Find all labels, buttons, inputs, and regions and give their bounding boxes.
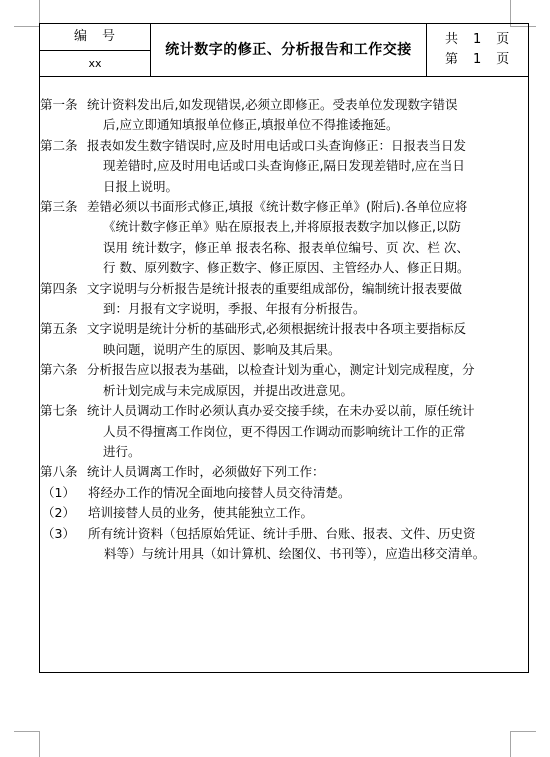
sub-item-text <box>88 524 528 565</box>
article-label: 第七条 <box>40 403 78 419</box>
article <box>40 136 528 197</box>
sub-item <box>40 524 528 565</box>
article-line: 文字说明与分析报告是统计报表的重要组成部份，编制统计报表要做 <box>87 280 463 296</box>
sub-item-text <box>88 503 528 523</box>
article <box>40 462 528 482</box>
article-line: 文字说明是统计分析的基础形式,必须根据统计报表中各项主要指标反 <box>87 321 466 337</box>
article-label: 第六条 <box>40 362 78 378</box>
sub-item <box>40 483 528 503</box>
sub-item-line: 培训接替人员的业务，使其能独立工作。 <box>88 505 314 521</box>
article-text <box>87 279 528 320</box>
article-label: 第五条 <box>40 321 78 337</box>
header-table <box>40 24 528 77</box>
article-line: 进行。 <box>103 443 141 459</box>
article-line: 统计人员调离工作时，必须做好下列工作： <box>87 464 325 480</box>
article-text <box>87 197 528 279</box>
article-line: 《统计数字修正单》贴在原报表上,并将原报表数字加以修正,以防 <box>103 219 461 235</box>
document-body <box>40 95 528 564</box>
total-pages: 共 1 页 <box>445 32 511 47</box>
article-line: 后,应立即通知填报单位修正,填报单位不得推诿拖延。 <box>103 117 399 133</box>
article-text <box>87 462 528 482</box>
article-text <box>87 319 528 360</box>
document-frame <box>39 23 529 673</box>
sub-item-line: 所有统计资料（包括原始凭证、统计手册、台账、报表、文件、历史资 <box>88 525 476 541</box>
sub-item-label: （3） <box>42 525 75 541</box>
article-line: 报表如发生数字错误时,应及时用电话或口头查询修正：日报表当日发 <box>87 137 466 153</box>
article-line: 现差错时,应及时用电话或口头查询修正,隔日发现差错时,应在当日 <box>103 158 465 174</box>
article-line: 行 数、原列数字、修正数字、修正原因、主管经办人、修正日期。 <box>103 260 470 276</box>
crop-mark <box>510 731 536 732</box>
article-line: 分析报告应以报表为基础，以检查计划为重心，测定计划完成程度，分 <box>87 362 475 378</box>
article-line: 统计资料发出后,如发现错误,必须立即修正。受表单位发现数字错误 <box>87 97 458 112</box>
article <box>40 319 528 360</box>
article-label: 第一条 <box>40 97 78 112</box>
crop-mark <box>510 731 511 757</box>
sub-item-label: （2） <box>42 505 75 521</box>
article <box>40 197 528 279</box>
sub-item-line: 料等）与统计用具（如计算机、绘图仪、书刊等），应造出移交清单。 <box>104 545 486 561</box>
article <box>40 279 528 320</box>
sub-item <box>40 503 528 523</box>
article-line: 到：月报有文字说明，季报、年报有分析报告。 <box>103 301 366 317</box>
article-line: 差错必须以书面形式修正,填报《统计数字修正单》(附后).各单位应将 <box>87 199 468 215</box>
article-label: 第四条 <box>40 280 78 296</box>
code-cell <box>40 24 151 76</box>
article-line: 析计划完成与未完成原因，并提出改进意见。 <box>103 382 354 398</box>
article-line: 人员不得擅离工作岗位，更不得因工作调动而影响统计工作的正常 <box>103 423 466 439</box>
article <box>40 401 528 462</box>
sub-item-text <box>88 483 528 503</box>
sub-item-label: （1） <box>42 484 75 500</box>
article-line: 映问题，说明产生的原因、影响及其后果。 <box>103 341 341 357</box>
sub-item-line: 将经办工作的情况全面地向接替人员交待清楚。 <box>88 484 351 500</box>
code-value: xx <box>88 57 102 70</box>
article-label: 第二条 <box>40 137 78 153</box>
crop-mark <box>14 731 40 732</box>
article-line: 误用 统计数字，修正单 报表名称、报表单位编号、页 次、栏 次、 <box>103 239 469 255</box>
article-line: 日报上说明。 <box>103 178 179 194</box>
article-line: 统计人员调动工作时必须认真办妥交接手续，在未办妥以前，原任统计 <box>87 403 475 419</box>
crop-mark <box>39 731 40 757</box>
page-number: 第 1 页 <box>445 52 511 67</box>
article-label: 第八条 <box>40 464 78 480</box>
document-title: 统计数字的修正、分析报告和工作交接 <box>151 24 427 76</box>
page-count-cell <box>427 24 528 76</box>
crop-mark <box>14 26 40 27</box>
article-label: 第三条 <box>40 199 78 215</box>
article <box>40 95 528 136</box>
article-list <box>40 95 528 483</box>
article-text <box>87 136 528 197</box>
sub-item-list <box>40 483 528 565</box>
article-text <box>87 401 528 462</box>
article-text <box>87 95 528 136</box>
article-text <box>87 360 528 401</box>
code-label: 编 号 <box>40 24 150 51</box>
article <box>40 360 528 401</box>
